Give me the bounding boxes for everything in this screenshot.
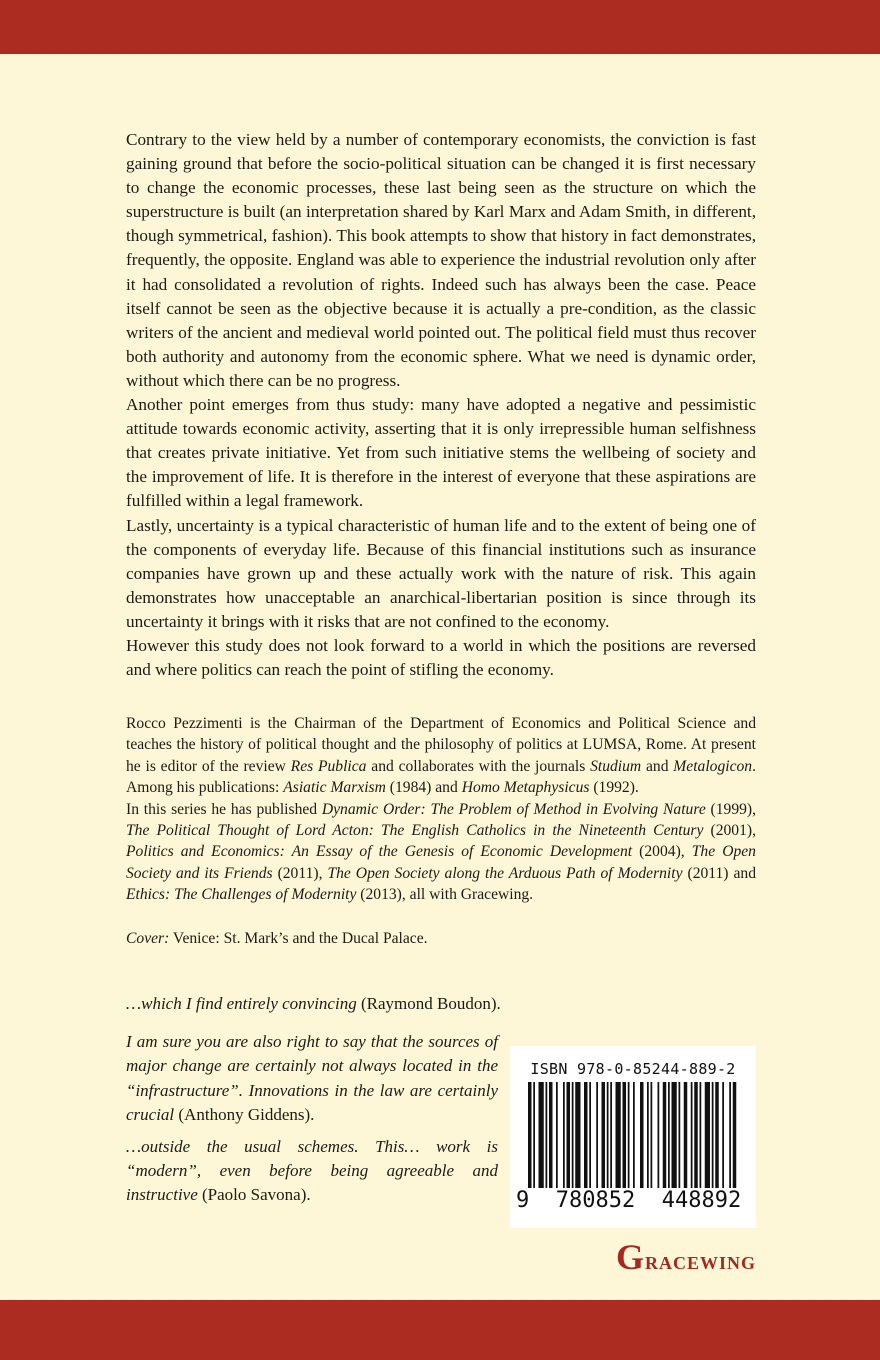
top-color-band bbox=[0, 0, 880, 54]
cover-credit-label: Cover: bbox=[126, 930, 170, 947]
barcode-bar bbox=[663, 1082, 667, 1188]
barcode-digits-left: 780852 bbox=[555, 1188, 636, 1213]
barcode-bar bbox=[647, 1082, 649, 1188]
barcode-bar bbox=[563, 1082, 565, 1188]
barcode-bar bbox=[610, 1082, 612, 1188]
barcode-bar bbox=[596, 1082, 598, 1188]
barcode-bar bbox=[602, 1082, 606, 1188]
barcode-bar bbox=[575, 1082, 580, 1188]
barcode-bar bbox=[623, 1082, 627, 1188]
cover-credit-text: Venice: St. Mark’s and the Ducal Palace. bbox=[169, 930, 428, 947]
back-cover-blurb bbox=[126, 128, 756, 682]
barcode-bar bbox=[549, 1082, 553, 1188]
bottom-color-band bbox=[0, 1300, 880, 1360]
barcode-bar bbox=[651, 1082, 653, 1188]
barcode-digits-right: 448892 bbox=[661, 1188, 742, 1213]
barcode-bar bbox=[528, 1082, 532, 1188]
barcode-bar bbox=[715, 1082, 719, 1188]
author-bio-paragraph-1: Rocco Pezzimenti is the Chairman of the Department of Economics and Political Science and teaches the history of political thought and the philosophy of politics at LUMSA, Rome. At present he is editor of the review Res Publica and collaborates with the journals Studium and Metalogicon. Among his publications: Asiatic Marxism (1984) and Homo Metaphysicus (1992). bbox=[126, 715, 757, 797]
barcode-bar bbox=[572, 1082, 574, 1188]
barcode-bars bbox=[524, 1082, 744, 1194]
barcode-bar bbox=[705, 1082, 710, 1188]
quote-savona: …outside the usual schemes. This… work is “modern”, even before being agreeable and instructive (Paolo Savona). bbox=[126, 1137, 498, 1205]
barcode-bar bbox=[533, 1082, 535, 1188]
barcode-bar bbox=[628, 1082, 630, 1188]
cover-credit bbox=[126, 928, 756, 949]
barcode-bar bbox=[633, 1082, 635, 1188]
isbn-barcode bbox=[510, 1046, 756, 1228]
barcode-bar bbox=[691, 1082, 693, 1188]
barcode-bar bbox=[700, 1082, 702, 1188]
barcode-bar bbox=[694, 1082, 698, 1188]
isbn-label: ISBN 978-0-85244-889-2 bbox=[530, 1060, 736, 1078]
barcode-bar bbox=[668, 1082, 670, 1188]
barcode-bar bbox=[616, 1082, 621, 1188]
barcode-bar bbox=[546, 1082, 548, 1188]
barcode-bar bbox=[712, 1082, 714, 1188]
barcode-digits bbox=[516, 1188, 752, 1213]
publisher-logo: Gracewing bbox=[615, 1237, 756, 1277]
author-bio bbox=[126, 713, 756, 906]
barcode-bar bbox=[567, 1082, 571, 1188]
blurb-paragraph-3: Lastly, uncertainty is a typical characteristic of human life and to the extent of being one of the components of everyday life. Because of this financial institutions such as insurance companies have grown up and these actually work with the nature of risk. This again demonstrates how unacceptable an anarchical-libertarian position is since through its uncertainty it brings with it risks that are not confined to the economy. bbox=[126, 515, 756, 631]
barcode-bar bbox=[589, 1082, 591, 1188]
barcode-bar bbox=[733, 1082, 737, 1188]
review-quotes bbox=[126, 992, 501, 1216]
quote-boudon: …which I find entirely convincing (Raymond Boudon). bbox=[126, 994, 501, 1013]
barcode-digit-first: 9 bbox=[516, 1188, 530, 1213]
blurb-paragraph-4: However this study does not look forward to a world in which the positions are reversed and where politics can reach the point of stifling the economy. bbox=[126, 635, 756, 680]
barcode-bar bbox=[556, 1082, 558, 1188]
barcode-bar bbox=[640, 1082, 644, 1188]
quote-giddens: I am sure you are also right to say that the sources of major change are certainly not always located in the “infrastructure”. Innovations in the law are certainly crucial (Anthony Giddens). bbox=[126, 1032, 498, 1124]
barcode-bar bbox=[672, 1082, 677, 1188]
barcode-bar bbox=[722, 1082, 724, 1188]
barcode-bar bbox=[584, 1082, 588, 1188]
barcode-bar bbox=[539, 1082, 544, 1188]
barcode-bar bbox=[607, 1082, 609, 1188]
blurb-paragraph-1: Contrary to the view held by a number of contemporary economists, the conviction is fast gaining ground that before the socio-political situation can be changed it is first necessary to change the economic processes, these last being seen as the structure on which the superstructure is built (an interpretation shared by Karl Marx and Adam Smith, in different, though symmetrical, fashion). This book attempts to show that history in fact demonstrates, frequently, the opposite. England was able to experience the industrial revolution only after it had consolidated a revolution of rights. Indeed such has always been the case. Peace itself cannot be seen as the objective because it is actually a pre-condition, as the classic writers of the ancient and medieval world pointed out. The political field must thus recover both authority and autonomy from the economic sphere. What we need is dynamic order, without which there can be no progress. bbox=[126, 130, 756, 390]
author-bio-paragraph-2: In this series he has published Dynamic Order: The Problem of Method in Evolving Nature (1999), The Political Thought of Lord Acton: The English Catholics in the Nineteenth Century (2001), Politics and Economics: An Essay of the Genesis of Economic Development (2004), The Open Society and its Friends (2011), The Open Society along the Arduous Path of Modernity (2011) and Ethics: The Challenges of Modernity (2013), all with Gracewing. bbox=[126, 800, 757, 904]
barcode-bar bbox=[679, 1082, 681, 1188]
blurb-paragraph-2: Another point emerges from thus study: many have adopted a negative and pessimistic attitude towards economic activity, asserting that it is only irrepressible human selfishness that creates private initiative. Yet from such initiative stems the wellbeing of society and the improvement of life. It is therefore in the interest of everyone that these aspirations are fulfilled within a legal framework. bbox=[126, 395, 756, 511]
barcode-bar bbox=[658, 1082, 660, 1188]
barcode-bar bbox=[729, 1082, 731, 1188]
barcode-bar bbox=[684, 1082, 688, 1188]
